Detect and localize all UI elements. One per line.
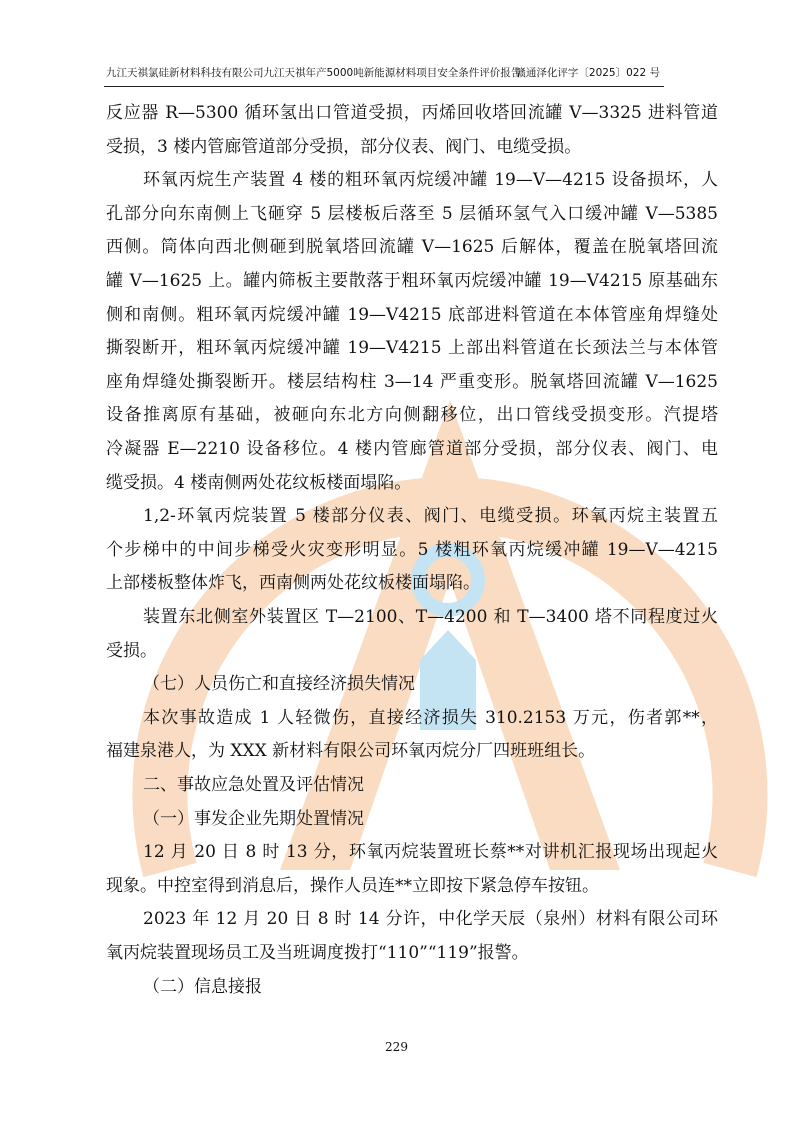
header-report-title: 九江天祺氯硅新材料科技有限公司九江天祺年产5000吨新能源材料项目安全条件评价报告 — [106, 67, 522, 79]
text-line: 受损，3 楼内管廊管道部分受损，部分仪表、阀门、电缆受损。 — [106, 136, 582, 157]
text-line: 12 月 20 日 8 时 13 分，环氧丙烷装置班长蔡**对讲机汇报现场出现起火 — [143, 842, 718, 863]
text-line: 反应器 R—5300 循环氢出口管道受损，丙烯回收塔回流罐 V—3325 进料管道 — [106, 103, 718, 123]
text-line: 孔部分向东南侧上飞砸穿 5 层楼板后落至 5 层循环氢气入口缓冲罐 V—5385 — [106, 203, 718, 224]
text-line: 氧丙烷装置现场员工及当班调度拨打“110”“119”报警。 — [106, 943, 529, 963]
text-line: 2023 年 12 月 20 日 8 时 14 分许，中化学天辰（泉州）材料有限公司环 — [143, 909, 718, 930]
text-line: 罐 V—1625 上。罐内筛板主要散落于粗环氧丙烷缓冲罐 19—V4215 原基础东 — [106, 271, 718, 291]
text-line: 受损。 — [106, 640, 157, 661]
section-heading: （二）信息接报 — [143, 976, 262, 997]
text-line: 本次事故造成 1 人轻微伤，直接经济损失 310.2153 万元，伤者郭**， — [143, 707, 718, 728]
section-heading: （一）事发企业先期处置情况 — [143, 808, 364, 829]
text-line: 座角焊缝处撕裂断开。楼层结构柱 3—14 严重变形。脱氧塔回流罐 V—1625 — [106, 371, 718, 392]
text-line: 装置东北侧室外装置区 T—2100、T—4200 和 T—3400 塔不同程度过火 — [143, 607, 718, 627]
text-line: 冷凝器 E—2210 设备移位。4 楼内管廊管道部分受损，部分仪表、阀门、电 — [106, 439, 718, 459]
text-line: 西侧。筒体向西北侧砸到脱氧塔回流罐 V—1625 后解体，覆盖在脱氧塔回流 — [106, 237, 718, 258]
text-line: 侧和南侧。粗环氧丙烷缓冲罐 19—V4215 底部进料管道在本体管座角焊缝处 — [106, 304, 718, 325]
text-line: 上部楼板整体炸飞，西南侧两处花纹板楼面塌陷。 — [106, 573, 480, 594]
section-heading: 二、事故应急处置及评估情况 — [143, 775, 364, 795]
text-line: 个步梯中的中间步梯受火灾变形明显。5 楼粗环氧丙烷缓冲罐 19—V—4215 — [106, 539, 718, 560]
page-number: 229 — [385, 1040, 408, 1054]
text-line: 设备推离原有基础，被砸向东北方向侧翻移位，出口管线受损变形。汽提塔 — [106, 405, 718, 426]
text-line: 福建泉港人，为 XXX 新材料有限公司环氧丙烷分厂四班班组长。 — [106, 741, 596, 762]
text-line: 缆受损。4 楼南侧两处花纹板楼面塌陷。 — [106, 472, 412, 493]
text-line: 1,2-环氧丙烷装置 5 楼部分仪表、阀门、电缆受损。环氧丙烷主装置五 — [143, 506, 718, 527]
text-line: 现象。中控室得到消息后，操作人员连**立即按下紧急停车按钮。 — [106, 875, 599, 896]
section-heading: （七）人员伤亡和直接经济损失情况 — [143, 674, 415, 695]
text-line: 环氧丙烷生产装置 4 楼的粗环氧丙烷缓冲罐 19—V—4215 设备损坏，人 — [143, 170, 718, 191]
text-line: 撕裂断开，粗环氧丙烷缓冲罐 19—V4215 上部出料管道在长颈法兰与本体管 — [106, 338, 718, 359]
header-report-number: 赣通泽化评字〔2025〕022 号 — [515, 67, 660, 79]
